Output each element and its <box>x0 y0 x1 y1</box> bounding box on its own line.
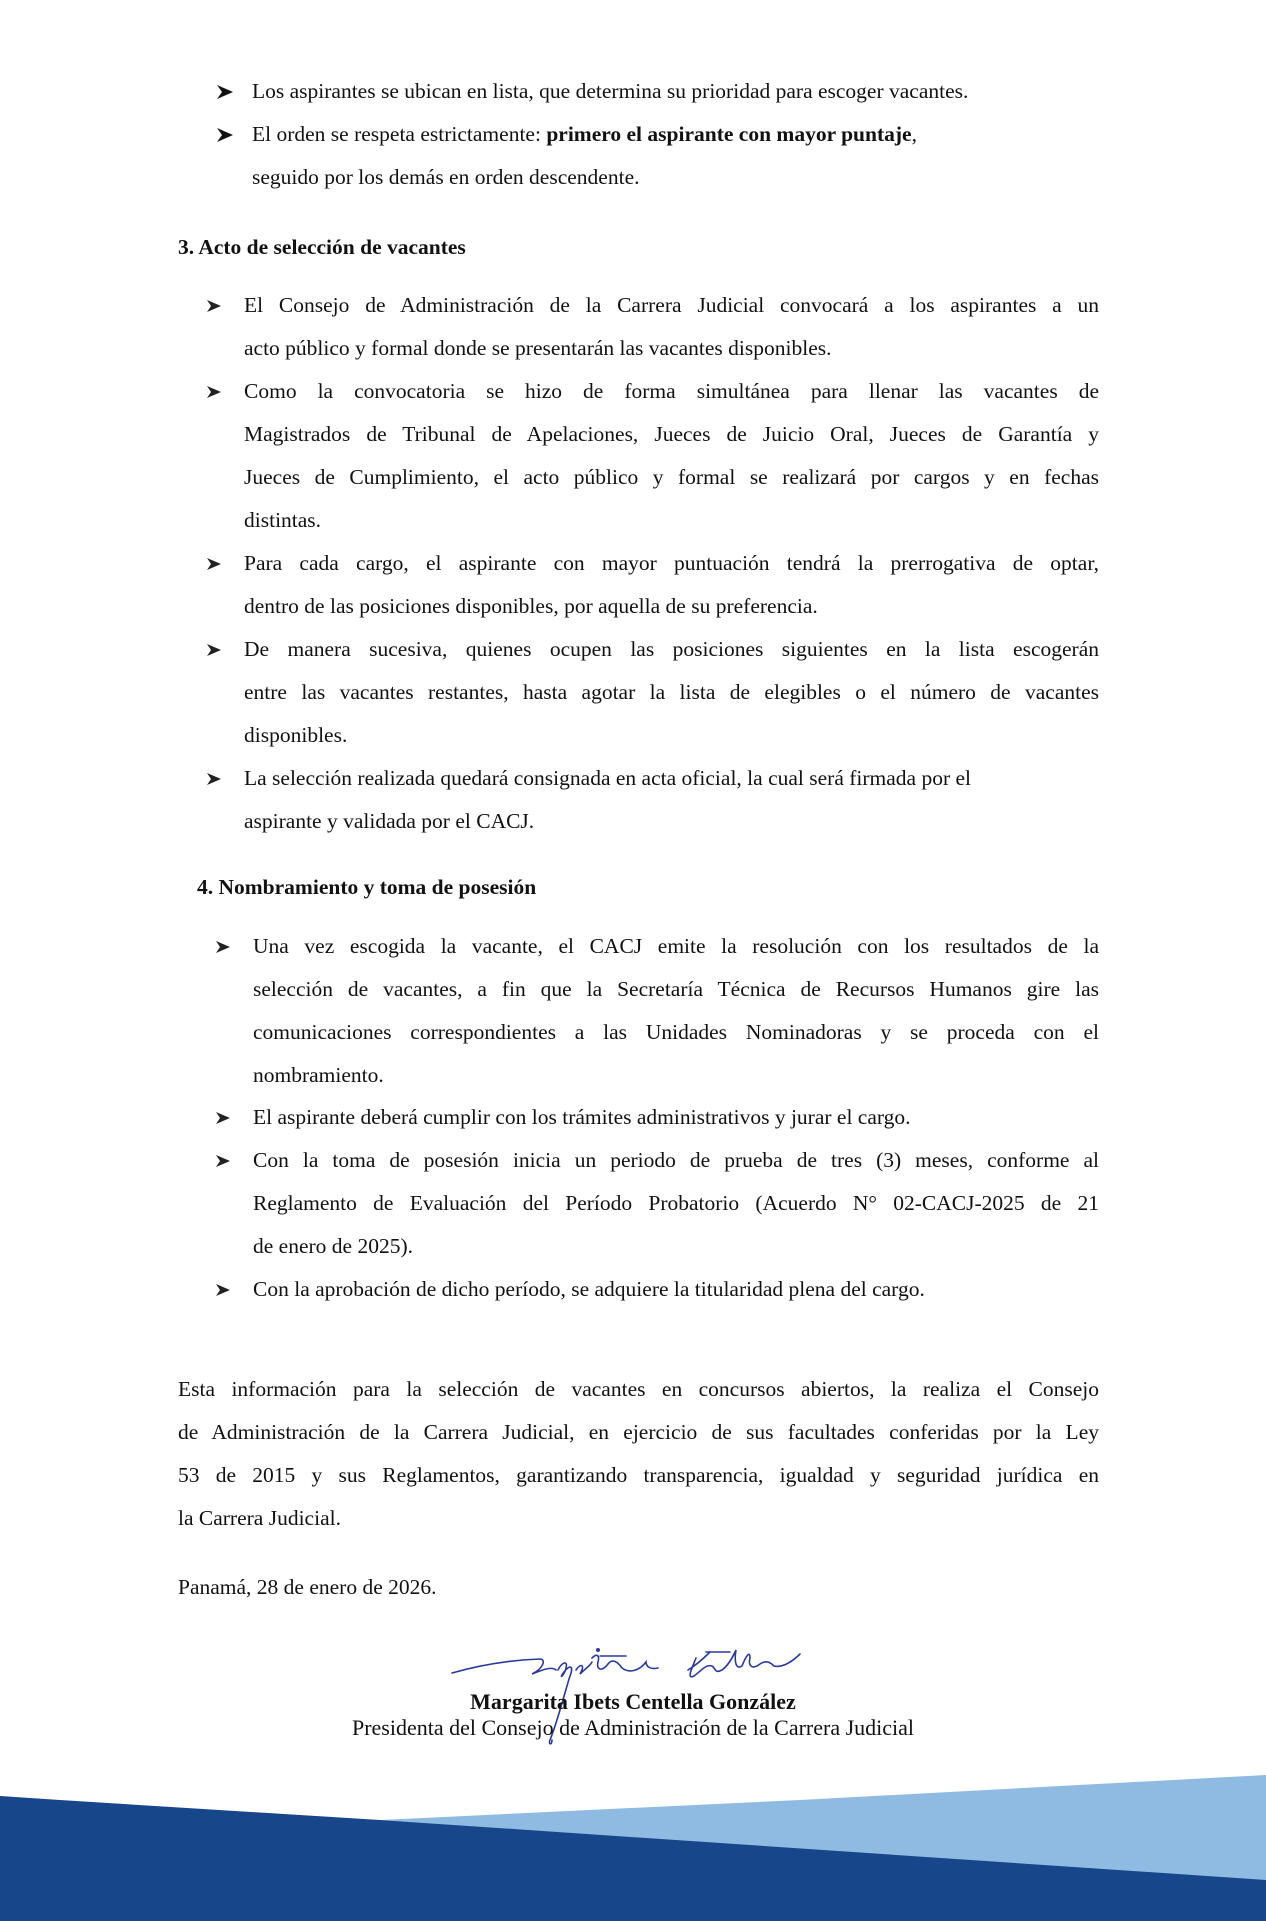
s3-bullet-1-line-2: acto público y formal donde se presentarán las vacantes disponibles. <box>244 336 832 360</box>
s3-bullet-5-line-1: La selección realizada quedará consignada en acta oficial, la cual será firmada por el <box>244 766 972 790</box>
closing-line-2: de Administración de la Carrera Judicial, en ejercicio de sus facultades conferidas por la Ley <box>178 1420 1099 1444</box>
s3-bullet-4-line-1: De manera sucesiva, quienes ocupen las posiciones siguientes en la lista escogerán <box>244 637 1099 661</box>
arrowhead-bullet-icon <box>214 938 232 956</box>
s4-bullet-1-line-4: nombramiento. <box>253 1063 384 1087</box>
s3-bullet-4-line-2: entre las vacantes restantes, hasta agotar la lista de elegibles o el número de vacantes <box>244 680 1099 704</box>
s4-bullet-2-line-1: El aspirante deberá cumplir con los trámites administrativos y jurar el cargo. <box>253 1105 911 1129</box>
arrowhead-bullet-icon <box>205 641 223 659</box>
arrowhead-bullet-icon <box>216 126 234 144</box>
section-4-heading: 4. Nombramiento y toma de posesión <box>197 875 537 899</box>
signatory-name: Margarita Ibets Centella González <box>470 1689 796 1714</box>
s3-bullet-5-line-2: aspirante y validada por el CACJ. <box>244 809 535 833</box>
s4-bullet-3-line-3: de enero de 2025). <box>253 1234 413 1258</box>
arrowhead-bullet-icon <box>216 83 234 101</box>
date-line: Panamá, 28 de enero de 2026. <box>178 1575 437 1599</box>
closing-line-1: Esta información para la selección de vacantes en concursos abiertos, la realiza el Consejo <box>178 1377 1099 1401</box>
s3-bullet-4-line-3: disponibles. <box>244 723 348 747</box>
intro-bullet-2-cont: seguido por los demás en orden descendente. <box>252 165 640 189</box>
section-3-heading: 3. Acto de selección de vacantes <box>178 235 466 259</box>
intro-bullet-2: El orden se respeta estrictamente: primero el aspirante con mayor puntaje, <box>252 122 917 146</box>
closing-line-3: 53 de 2015 y sus Reglamentos, garantizando transparencia, igualdad y seguridad jurídica en <box>178 1463 1099 1487</box>
s4-bullet-1-line-1: Una vez escogida la vacante, el CACJ emite la resolución con los resultados de la <box>253 934 1099 958</box>
s4-bullet-1-line-2: selección de vacantes, a fin que la Secretaría Técnica de Recursos Humanos gire las <box>253 977 1099 1001</box>
arrowhead-bullet-icon <box>214 1152 232 1170</box>
s4-bullet-3-line-1: Con la toma de posesión inicia un periodo de prueba de tres (3) meses, conforme al <box>253 1148 1099 1172</box>
arrowhead-bullet-icon <box>214 1281 232 1299</box>
s4-bullet-1-line-3: comunicaciones correspondientes a las Unidades Nominadoras y se proceda con el <box>253 1020 1099 1044</box>
arrowhead-bullet-icon <box>205 383 223 401</box>
signatory-title: Presidenta del Consejo de Administración de la Carrera Judicial <box>351 1715 915 1740</box>
arrowhead-bullet-icon <box>205 770 223 788</box>
closing-line-4: la Carrera Judicial. <box>178 1506 341 1530</box>
intro-bullet-1: Los aspirantes se ubican en lista, que determina su prioridad para escoger vacantes. <box>252 79 969 103</box>
s3-bullet-3-line-2: dentro de las posiciones disponibles, por aquella de su preferencia. <box>244 594 818 618</box>
arrowhead-bullet-icon <box>205 555 223 573</box>
arrowhead-bullet-icon <box>205 297 223 315</box>
s3-bullet-1-line-1: El Consejo de Administración de la Carrera Judicial convocará a los aspirantes a un <box>244 293 1099 317</box>
emphasis-text: primero el aspirante con mayor puntaje <box>546 122 912 146</box>
s4-bullet-3-line-2: Reglamento de Evaluación del Período Probatorio (Acuerdo N° 02-CACJ-2025 de 21 <box>253 1191 1099 1215</box>
s3-bullet-2-line-3: Jueces de Cumplimiento, el acto público y formal se realizará por cargos y en fechas <box>244 465 1099 489</box>
s3-bullet-2-line-1: Como la convocatoria se hizo de forma simultánea para llenar las vacantes de <box>244 379 1099 403</box>
footer-wave-decoration-icon <box>0 1740 1266 1921</box>
s4-bullet-4-line-1: Con la aprobación de dicho período, se adquiere la titularidad plena del cargo. <box>253 1277 925 1301</box>
arrowhead-bullet-icon <box>214 1109 232 1127</box>
s3-bullet-2-line-2: Magistrados de Tribunal de Apelaciones, Jueces de Juicio Oral, Jueces de Garantía y <box>244 422 1099 446</box>
s3-bullet-2-line-4: distintas. <box>244 508 322 532</box>
s3-bullet-3-line-1: Para cada cargo, el aspirante con mayor puntuación tendrá la prerrogativa de optar, <box>244 551 1099 575</box>
